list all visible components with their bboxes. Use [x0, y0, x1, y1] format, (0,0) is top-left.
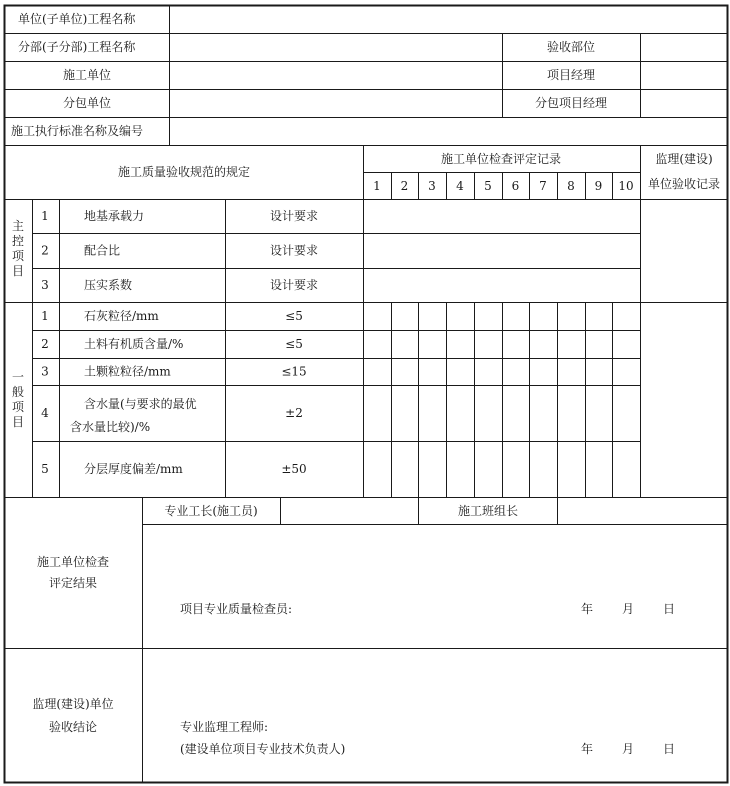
check-column-number: 10	[618, 179, 634, 193]
general-item-rows	[41, 308, 306, 476]
item-number: 3	[41, 278, 49, 292]
general-items-label	[12, 370, 25, 429]
item-number: 1	[41, 309, 49, 323]
table-grid	[4, 5, 728, 783]
item-number: 4	[41, 406, 49, 420]
supervision-header-line1: 监理(建设)	[655, 152, 713, 166]
check-column-number: 9	[594, 179, 603, 193]
item-requirement: ≤5	[285, 309, 303, 323]
general-items-char: 一	[11, 370, 25, 384]
date-month-2: 月	[621, 742, 635, 756]
check-column-number: 2	[400, 179, 409, 193]
check-column-number: 8	[567, 179, 575, 193]
date-year-2: 年	[580, 742, 594, 756]
item-number: 2	[41, 243, 49, 258]
item-requirement: 设计要求	[269, 209, 319, 223]
item-name: 地基承载力	[84, 209, 145, 223]
item-name: 分层厚度偏差/mm	[84, 462, 183, 476]
acceptance-part-label: 验收部位	[546, 40, 596, 54]
date-day-1: 日	[662, 602, 676, 616]
item-name: 土颗粒粒径/mm	[84, 364, 171, 379]
main-control-char: 项	[11, 249, 25, 263]
check-column-number: 7	[539, 179, 547, 193]
project-manager-label: 项目经理	[546, 68, 596, 82]
item-requirement: ±2	[285, 406, 303, 420]
check-column-number: 1	[373, 179, 381, 193]
main-control-char: 目	[11, 264, 25, 278]
owner-tech-label: (建设单位项目专业技术负责人)	[180, 742, 346, 756]
spec-rules-header: 施工质量验收规范的规定	[117, 165, 251, 179]
check-column-number: 4	[456, 179, 464, 193]
sub-project-name-label: 分部(子分部)工程名称	[18, 40, 136, 54]
supervision-header-line2: 单位验收记录	[647, 177, 721, 191]
inspector-label: 项目专业质量检查员:	[180, 602, 293, 616]
construction-unit-label: 施工单位	[62, 68, 112, 82]
subcontract-unit-label: 分包单位	[62, 96, 112, 110]
engineer-label: 专业监理工程师:	[180, 720, 269, 734]
item-requirement: ≤15	[281, 364, 307, 379]
item-number: 3	[41, 364, 49, 379]
check-column-number: 5	[484, 179, 492, 193]
general-items-char: 目	[11, 415, 25, 429]
item-name: 含水量比较)/%	[70, 420, 151, 434]
item-number: 5	[41, 462, 49, 476]
general-items-char: 般	[11, 385, 25, 399]
item-name: 压实系数	[84, 278, 133, 292]
standard-name-label: 施工执行标准名称及编号	[11, 124, 144, 138]
item-number: 1	[41, 209, 49, 223]
construction-result-line1: 施工单位检查	[36, 555, 110, 569]
date-year-1: 年	[580, 602, 594, 616]
supervision-result-line2: 验收结论	[48, 720, 98, 734]
main-control-rows	[41, 208, 318, 292]
check-column-number: 6	[511, 179, 520, 193]
general-items-char: 项	[11, 400, 25, 414]
item-requirement: ≤5	[285, 337, 303, 351]
supervision-result-line1: 监理(建设)单位	[32, 697, 114, 711]
date-month-1: 月	[621, 602, 635, 616]
subcontract-manager-label: 分包项目经理	[534, 96, 608, 110]
item-name: 含水量(与要求的最优	[84, 397, 197, 411]
item-name: 土料有机质含量/%	[84, 337, 184, 351]
number-headers	[373, 179, 633, 193]
item-requirement: ±50	[281, 462, 307, 476]
main-control-label	[12, 219, 25, 278]
item-name: 石灰粒径/mm	[84, 309, 159, 323]
main-control-char: 主	[11, 219, 25, 233]
item-requirement: 设计要求	[269, 243, 319, 258]
item-name: 配合比	[84, 243, 121, 258]
item-number: 2	[41, 337, 49, 351]
item-requirement: 设计要求	[269, 278, 319, 292]
construction-result-line2: 评定结果	[48, 576, 98, 590]
date-day-2: 日	[662, 742, 676, 756]
team-leader-label: 施工班组长	[457, 504, 519, 518]
check-column-number: 3	[428, 179, 436, 193]
foreman-label: 专业工长(施工员)	[164, 504, 258, 518]
check-record-header: 施工单位检查评定记录	[440, 152, 562, 166]
main-control-char: 控	[11, 234, 25, 248]
unit-project-name-label: 单位(子单位)工程名称	[18, 12, 136, 26]
